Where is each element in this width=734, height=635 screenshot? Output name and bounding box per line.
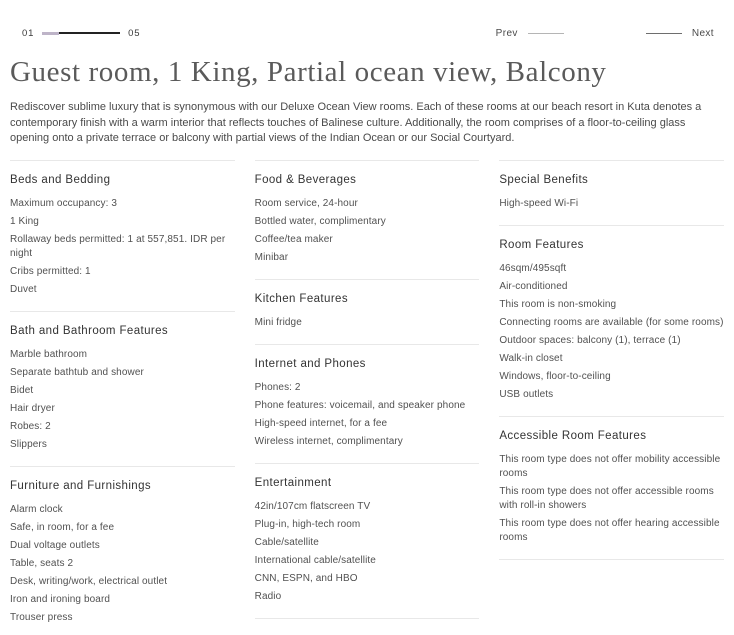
prev-button[interactable]	[496, 28, 564, 39]
feature-item: Mini fridge	[254, 316, 302, 328]
feature-item: Connecting rooms are available (for some rooms)	[499, 316, 724, 328]
feature-item: 42in/107cm flatscreen TV	[254, 500, 371, 512]
feature-section	[499, 225, 724, 416]
feature-item: Outdoor spaces: balcony (1), terrace (1)	[499, 334, 681, 346]
feature-item: CNN, ESPN, and HBO	[254, 572, 358, 584]
feature-column	[255, 160, 480, 619]
section-title: Furniture and Furnishings	[10, 479, 152, 492]
next-line-icon	[646, 33, 682, 34]
feature-item: Cable/satellite	[254, 536, 319, 548]
feature-item: Separate bathtub and shower	[10, 366, 144, 378]
section-title: Bath and Bathroom Features	[10, 324, 169, 337]
feature-section	[255, 344, 480, 463]
feature-item: Phone features: voicemail, and speaker phone	[254, 399, 466, 411]
page-title: Guest room, 1 King, Partial ocean view, Balcony	[10, 56, 607, 88]
feature-item: Alarm clock	[10, 503, 63, 515]
feature-item: This room is non-smoking	[499, 298, 617, 310]
feature-section	[10, 160, 235, 311]
carousel-progress-track	[42, 32, 120, 35]
feature-item: Trouser press	[10, 611, 73, 623]
feature-item: Safe, in room, for a fee	[10, 521, 115, 533]
feature-item: Dual voltage outlets	[10, 539, 100, 551]
feature-item: Desk, writing/work, electrical outlet	[10, 575, 168, 587]
feature-item: Table, seats 2	[10, 557, 74, 569]
section-title: Accessible Room Features	[499, 429, 647, 442]
feature-item: Radio	[254, 590, 282, 602]
feature-column	[499, 160, 724, 560]
section-divider	[499, 559, 724, 560]
feature-item: Maximum occupancy: 3	[10, 197, 118, 209]
feature-item: This room type does not offer hearing accessible rooms	[499, 517, 720, 543]
carousel-progress-remainder	[59, 32, 120, 34]
feature-section	[10, 311, 235, 466]
carousel-progress-fill	[42, 32, 59, 35]
feature-item: Iron and ironing board	[10, 593, 111, 605]
section-title: Special Benefits	[499, 173, 589, 186]
section-title: Entertainment	[254, 476, 332, 489]
carousel-controls	[496, 28, 714, 39]
feature-item: High-speed internet, for a fee	[254, 417, 388, 429]
feature-item: Marble bathroom	[10, 348, 88, 360]
feature-item: Walk-in closet	[499, 352, 563, 364]
feature-item: USB outlets	[499, 388, 554, 400]
carousel-total-label: 05	[128, 27, 141, 39]
feature-item: Minibar	[254, 251, 289, 263]
feature-item: Plug-in, high-tech room	[254, 518, 361, 530]
feature-section	[499, 160, 724, 225]
feature-item: Hair dryer	[10, 402, 55, 414]
feature-item: Room service, 24-hour	[254, 197, 358, 209]
top-bar	[0, 0, 734, 40]
prev-label: Prev	[495, 27, 518, 39]
feature-item: Wireless internet, complimentary	[254, 435, 403, 447]
feature-item: Robes: 2	[10, 420, 51, 432]
prev-line-icon	[528, 33, 564, 34]
feature-item: 46sqm/495sqft	[499, 262, 567, 274]
feature-section	[255, 463, 480, 618]
section-title: Food & Beverages	[254, 173, 357, 186]
feature-item: 1 King	[10, 215, 39, 227]
features-grid	[10, 160, 724, 635]
feature-item: Windows, floor-to-ceiling	[499, 370, 611, 382]
feature-item: International cable/satellite	[254, 554, 376, 566]
feature-item: Rollaway beds permitted: 1 at 557,851. IDR per night	[10, 233, 226, 259]
section-title: Internet and Phones	[254, 357, 366, 370]
feature-item: Cribs permitted: 1	[10, 265, 91, 277]
feature-item: Slippers	[10, 438, 47, 450]
section-title: Room Features	[499, 238, 584, 251]
feature-section	[255, 160, 480, 279]
feature-item: Bottled water, complimentary	[254, 215, 386, 227]
page-description: Rediscover sublime luxury that is synonymous with our Deluxe Ocean View rooms. Each of these rooms at our beach resort in Kuta denotes a contemporary finish with a warm interior that reflects touches of Balinese culture. Additionally, the room comprises of a floor-to-ceiling glass opening onto a private terrace or balcony with partial views of the Indian Ocean or our Social Courtyard.	[10, 101, 702, 144]
feature-item: High-speed Wi-Fi	[499, 197, 579, 209]
feature-section	[10, 466, 235, 635]
feature-item: Coffee/tea maker	[254, 233, 333, 245]
next-label: Next	[691, 27, 714, 39]
section-title: Kitchen Features	[254, 292, 348, 305]
feature-item: Air-conditioned	[499, 280, 568, 292]
next-button[interactable]	[646, 28, 714, 39]
feature-item: Duvet	[10, 283, 37, 295]
carousel-current-label: 01	[22, 27, 35, 39]
feature-item: This room type does not offer mobility accessible rooms	[499, 453, 721, 479]
feature-column	[10, 160, 235, 635]
feature-item: This room type does not offer accessible rooms with roll-in showers	[499, 485, 714, 511]
feature-section	[255, 279, 480, 344]
feature-item: Phones: 2	[254, 381, 301, 393]
section-divider	[255, 618, 480, 619]
feature-section	[499, 416, 724, 559]
carousel-pagination	[22, 28, 140, 39]
feature-item: Bidet	[10, 384, 34, 396]
section-title: Beds and Bedding	[10, 173, 111, 186]
